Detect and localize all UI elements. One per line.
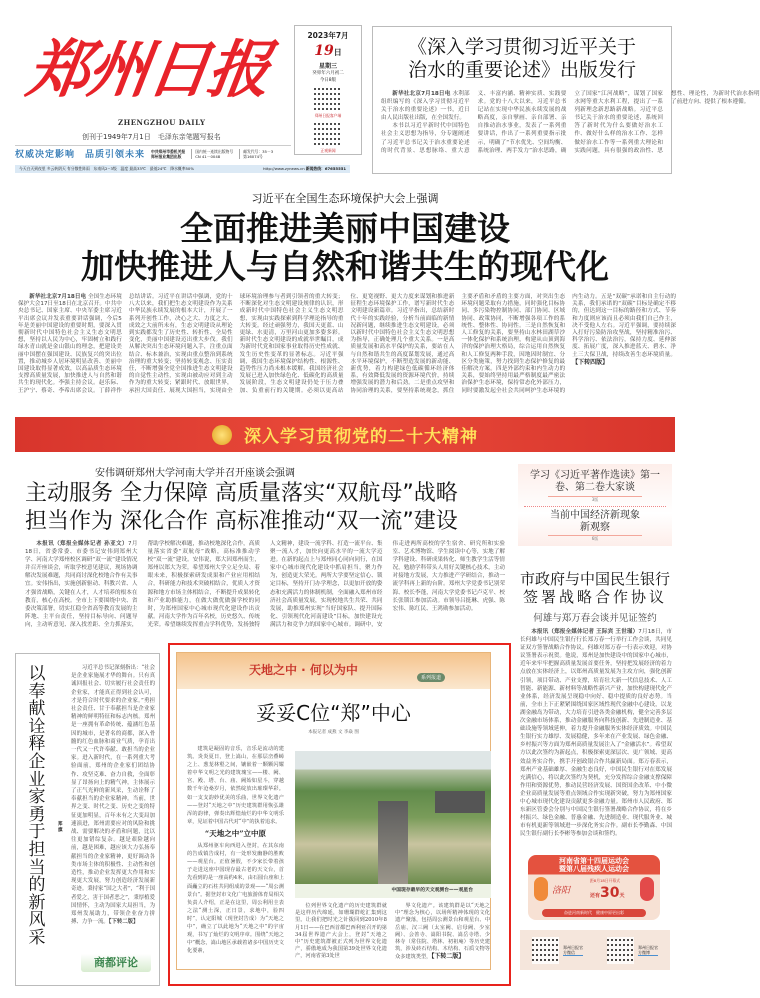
qr-code-zhengguan[interactable] [314, 120, 342, 148]
sponsor-1: 中共郑州市委机关报 [151, 148, 186, 154]
mascot-right-icon [640, 877, 654, 901]
qr-label-wechat: 郑州日报官方微信 [563, 944, 583, 955]
top-story-body [381, 90, 760, 156]
lead-continued[interactable]: 【下转四版】 [572, 358, 609, 366]
top-story-box [372, 26, 760, 174]
qr-code-wechat[interactable] [532, 937, 559, 964]
observatory-photo [295, 751, 491, 884]
page-count: 今日8版 [319, 78, 337, 83]
top-story-para: 水利部组织编写的《深入学习贯彻习近平关于治水的重要论述》一书，近日由人民出版社出版，在全国发行。 [381, 91, 470, 122]
observatory-tower [378, 801, 408, 884]
feature-byline: 本报记者 成燕 文 李焱 图 [308, 730, 359, 735]
postal-code: 邮发代号：35－3 [243, 148, 274, 154]
issn-label: 国内统一连续出版物号 [195, 148, 234, 154]
top-story-para: 本书以习近平新时代中国特色社会主义思想为指导，分专题阐述了习近平总书记关于治水重要论述的时代背景、思想脉络、重大意义、丰富内涵、精神实质、实践要求。党的十八大以来，习近平总书记站在实现中华民族永续发展的战略高度，亲自擘画、亲自部署、亲自推动治水事业，发表了一系列重要讲话，作出了一系列重要指示批示，明确了“节水优先、空间均衡、系统治理、两手发力”治水思路，确立了国家“江河战略”，谋划了国家水网等重大水利工程，提出了一系列新理念新思路新战略。习近平总书记关于治水的重要论述，系统回答了新时代为什么要做好治水工作、做好什么样的治水工作、怎样做好治水工作等一系列重大理论和实践问题，具有很强的政治性、思想性、理论性，为新时代治水指明了前进方向、提供了根本遵循。 [381, 91, 760, 154]
theme-banner-text: 深入学习贯彻党的二十大精神 [244, 427, 478, 447]
feature-inner [176, 652, 491, 970]
slogan: 权威决定影响 品质引领未来 [15, 150, 146, 160]
second-body [25, 540, 505, 634]
lunar-date: 癸卯年六月初二 [312, 71, 344, 76]
party-emblem-icon [212, 425, 232, 445]
countdown-unit: 天 [619, 893, 625, 899]
commentary-author: 郑旗 [58, 822, 63, 833]
promo-item-1-page: 3版 [548, 496, 642, 503]
feature-title[interactable]: 妥妥C位“郑”中心 [256, 701, 411, 725]
top-story-title-2[interactable]: 治水的重要论述》出版发行 [407, 59, 636, 81]
photo-caption: 中国现存最早的天文观测台——观星台 [295, 884, 491, 898]
feature-col1b-text: 从郑州驱车向西进入登封，在其东南的告成镇告成村，有一处形发幽静的胜败——观星台。正值暑假，不少家长带着孩子走进这座中国现存最古老的天文台，首先看到的是一座高约4米，由石圆台座和上面矗立的石柱共同组成的景观——“周公测景台”。据登封市文化广电旅游体育局相关负责人介绍，正是在这里，周公利用圭表之法“测土深，正日景，求地中，验四时”，认定阳城（现登封告成）为“天地之中”，确立了以此地为“天地之中”的宇宙观，书写了灿烂的文明序章。围绕“天地之中”概念，嵩山地区承载着诸多中国历史文化要素， [187, 843, 284, 955]
qr-label-zhengguan: 正观新闻 [320, 148, 336, 153]
qr-footer [520, 930, 670, 970]
feature-col3-text: 界文化遗产。该建筑群是以“天地之中”理念为核心，以场所精神体现的文化遗产聚落，包括周公测景台和观星台、中岳庙、汉三阙（太室阙、启母阙、少室阙）、会善寺、嵩阳书院、嵩岳寺塔、少林寺（常住院、塔林、初祖庵）等历史建筑，涉及砖石结构、木结构、石质文物等众多建筑类型， [395, 903, 490, 961]
date-year-month: 2023年7月 [307, 31, 349, 40]
lead-headline-2[interactable]: 加快推进人与自然和谐共生的现代化 [81, 247, 609, 286]
promo-box [518, 464, 672, 546]
bank-subtitle: 何雄与郑万春会谈并见证签约 [533, 613, 657, 624]
hotline: 新闻热线：67655551 [305, 166, 346, 171]
games-calligraphy: 洛阳 [552, 886, 571, 896]
games-title-1: 河南省第十四届运动会 [559, 857, 629, 865]
qr-label-app: 郑州日报客户端 [314, 113, 342, 118]
lead-dateline: 新华社北京7月18日电 [29, 294, 87, 300]
commentary-body [71, 664, 155, 936]
feature-frame [168, 643, 511, 986]
top-story-title-1[interactable]: 《深入学习贯彻习近平关于 [407, 36, 636, 58]
qr-code-app[interactable] [314, 85, 342, 113]
second-body-text: 7月18日，省委常委、市委书记安伟到郑州大学、河南大学郑州校区调研“双一流”建设情况并召开座谈会，听取学校意见建议，现场协调解决发展难题，共同商讨深化校地合作有关事宜。安伟指出，实施创新驱动、科教兴省、人才强省战略，关键在人才，人才培养的根本在教育，核心在高校。全市上下要围绕中央、省委决策部署，切实扛稳全省高等教育发展的主阵地、主平台责任，坚持目标导向、问题导向，主动听意见、深入找差距、全力抓落实，帮助学校解决难题，推动校地深化合作，高质量落实省委“双航母”战略，高标准推动学校“双一流”建设。安伟说，郑大因郑州而生，郑州以郑大为荣。希望郑州大学立足全局、着眼未来，积极探索研发成果和产业应用相结合，科研能力和技术突破相结合，优质人才资源和地方市场主体相结合，不断提升成果转化和产业助推能力，在做大做优做强学校的同时，为郑州国家中心城市现代化建设作出贡献。河南大学作为百年名校，历史悠久、传统光荣。希望继续发挥重点学科优势，发扬独特人文精神，建设一流学科、打造一流平台、集聚一流人才，加快向更高水平的一流大学迈进。在新的起点上与郑州同心同向同行，在国家中心城市现代化建设中抓肩担当，聚力作为，创造更大荣光。两所大学要坚定信心、锁定目标，坚持开门办学理念，以更加开放的姿态和充满活力的体制机制，全面融入郑州市经济社会高质量发展，实现校地共生共荣、共同发展，助推郑州实现“当好国家队、提升国际化、引领现代化河南建设”目标，加快建设充满活力和竞争力的国家中心城市。调研中，安伟走进两所高校的学生宿舍、研究所和实验室、艺术博物馆、学生阅读中心等，实地了解学科建设、科研成果转化、师生教学生活等情况，勉励学科带头人用好关键核心技术，主动对接地方发展，大力推进产学研结合，推动一流学科再上新的台阶。郑州大学党委书记别荣海、校长李蓬，河南大学党委书记卢克平、校长张锁江参加活动。市领导吕挺琳、虎强、陈宏伟、陈红民、王鸿勋参加活动。 [25, 541, 505, 628]
bank-title-1[interactable]: 市政府与中国民生银行 [519, 570, 670, 588]
photo-building [435, 791, 485, 813]
second-headline [25, 480, 458, 536]
feature-col1-text: 建筑是凝固的音乐，音乐是流动的建筑。炎炎夏日，登上嵩山，在那层峦叠嶂之上、葱茏林壑之间，镶嵌着一颗颗闪耀着中华文明之光的建筑瑰宝——楼、阙、宫、殿、塔、台、庙、阙始如星斗，穿越数千年沧桑岁月，依然绽放出璀璨华彩。如一支支韵妙优美的乐曲，世界文化遗产——登封“天地之中”历史建筑群用恢弘雄浑的韵律，弹奏出辉煌灿烂的中华文明乐章，见证着中国古代对“中”的执着追求。 [187, 746, 284, 825]
feature-col2-text: 位列世界文化遗产的历史建筑群就是这样历代绵延，如珊瑚群屹汇集到这里。让我们把时光之针拨回到2010年8月1日——在巴西首都巴西利亚召开的第34届世界遗产大会上，登封“天地之中”历史建筑群被正式列为世界文化遗产，骄傲地成为我国第39处世界文化遗产，河南省第3处世 [295, 903, 387, 960]
qr-code-weibo[interactable] [607, 937, 634, 964]
theme-banner [15, 417, 675, 452]
feature-col-2 [295, 903, 387, 969]
second-headline-1[interactable]: 主动服务 全力保障 高质量落实“双航母”战略 [25, 481, 458, 506]
newspaper-logo: 郑州日报 [22, 33, 274, 106]
cn-number: CN 41－0048 [195, 153, 221, 159]
lead-kicker: 习近平在全国生态环境保护大会上强调 [251, 192, 439, 205]
date-day: 19 [314, 43, 334, 59]
commentary-column-logo: 商都评论 [81, 946, 151, 972]
qr-label-weibo: 郑州日报官方微博 [638, 944, 658, 955]
english-name: ZHENGZHOU DAILY [118, 118, 206, 127]
series-title: 天地之中 · 何以为中 [249, 663, 358, 677]
countdown-days: 30 [600, 885, 620, 901]
commentary-body-text: 习近平总书记深刻指出：“社会是企业家施展才华的舞台。只有真诚回报社会、切实履行社会责任的企业家，才能真正得到社会认可，才是符合时代要求的企业家。”勇担社会责任、甘于奉献担当是企业家精神的鲜明特征和标志内核。郑州是一座拥有革命传统、蕴涵红色基因的城市，是著名的商都，深入骨髓的红色血脉和商业气质，孕育出一代又一代许奉献、敢担当的企业家。进入新时代，在一系列重大考验面前，郑州的企业家们团结协作、攻坚克难、奋力自救，全面彰显了昂扬向上的精气神，主体展示了正气光鲜的新风采，生动诠释了奉献担当的企业家精神。当前，世界之变、时代之变、历史之变的特征更加明显，百年未有之大变局加速演进，郑州需要应对的风险和挑战、需要解决的矛盾和问题，比以往更加错综复杂。越是艰险越向前，越是困难，越应该大力弘扬奉献担当的企业家精神，更好调动各类市场主体的积极性、主动性和创造性，推动企业发挥更大作用和实现更大发展，努力创造经济发展新奇迹。秉持家“国之大者”，“利于国者爱之，害于国者恶之”，秉厚植爱国情怀，主动为国家大局担当，为郑州发展助力，带领企业奋力拼搏、力争一流。 [71, 665, 155, 926]
games-title-2: 暨第八届残疾人运动会 [559, 865, 629, 873]
date-day-suffix: 日 [333, 48, 342, 57]
feature-col-1 [187, 745, 284, 959]
bank-title-2[interactable]: 签署战略合作协议 [522, 588, 667, 606]
founding-note: 创刊于1949年7月1日 毛泽东亲笔题写报名 [82, 133, 221, 141]
games-open-note: 距8月18日开幕式 [590, 878, 621, 883]
weekday: 星期三 [318, 63, 337, 70]
bank-dateline: 本报讯（郑报全媒体记者 王际宾 王世瑾） [531, 629, 639, 635]
weather-forecast: 今天白天到夜里 多云转阴天 有分散性阵雨 东南风2~3级 温度 最高33℃ 最低24℃ 降水概率50% [19, 166, 194, 171]
feature-col-3 [395, 903, 490, 969]
mascot-left-icon [534, 877, 548, 901]
second-headline-2[interactable]: 担当作为 深化合作 高标准推动“双一流”建设 [25, 509, 458, 534]
promo-item-1-title[interactable]: 学习《习近平著作选读》第一卷、第二卷大家谈 [530, 470, 660, 493]
issue-number: 第16074号 [243, 153, 263, 159]
series-badge: 系列报道 [417, 673, 445, 682]
commentary-box [15, 653, 160, 986]
commentary-title[interactable]: 以奉献诠释企业家勇于担当的新风采 [28, 664, 46, 948]
weather-bar [15, 165, 350, 173]
date-box [294, 25, 362, 155]
promo-item-2-page: 6版 [548, 535, 642, 542]
slogan-row [15, 145, 291, 161]
lead-body-text: 全国生态环境保护大会17日至18日在北京召开。中共中央总书记、国家主席、中央军委主席习近平出席会议并发表重要讲话强调，今后5年是美丽中国建设的重要时期，要深入贯彻新时代中国特色社会主义生态文明思想，坚持以人民为中心，牢固树立和践行绿水青山就是金山银山的理念，把建设美丽中国摆在强国建设、民族复兴的突出位置，推动城乡人居环境明显改善、美丽中国建设取得显著成效，以高品质生态环境支撑高质量发展，加快推进人与自然和谐共生的现代化。李强主持会议。赵乐际、王沪宁、蔡奇、李希出席会议。丁薛祥作总结讲话。习近平在讲话中强调，党的十八大以来，我们把生态文明建设作为关系中华民族永续发展的根本大计，开展了一系列开创性工作，决心之大、力度之大、成效之大前所未有，生态文明建设从理论到实践都发生了历史性、转折性、全局性变化，美丽中国建设迈出重大步伐。我们从解决突出生态环境问题入手，注重点面结合、标本兼治，实现由重点整治到系统治理的重大转变；坚持转变观念、压实责任，不断增强全党全国推进生态文明建设的自觉性主动性，实现由被动应对到主动作为的重大转变；紧跟时代、放眼世界，承担大国责任、展现大国担当，实现由全球环境治理参与者到引领者的重大转变；不断深化对生态文明建设规律的认识，形成新时代中国特色社会主义生态文明思想，实现由实践探索到科学理论指导的重大转变。经过顽强努力，我国天更蓝、山更绿、水更清，万里河山更加多姿多彩。新时代生态文明建设的成就举世瞩目，成为新时代党和国家事业取得历史性成就、发生历史性变革的显著标志。习近平强调，我国生态环境保护结构性、根源性、趋势性压力尚未根本缓解。我国经济社会发展已进入加快绿色化、低碳化的高质量发展阶段，生态文明建设仍处于压力叠加、负重前行的关键期。必须以更高站位、更宽视野、更大力度来谋划和推进新征程生态环境保护工作，谱写新时代生态文明建设新篇章。习近平指出，总结新时代十年的实践经验，分析当前面临的新情况新问题，继续推进生态文明建设，必须以新时代中国特色社会主义生态文明思想为指导，正确处理几个重大关系。一是高质量发展和高水平保护的关系，要站在人与自然和谐共生的高度谋划发展，通过高水平环境保护，不断塑造发展的新动能、新优势，着力构建绿色低碳循环经济体系，有效降低发展的资源环境代价，持续增强发展的潜力和后劲。二是重点攻坚和协同治理的关系，要坚持系统观念，抓住主要矛盾和矛盾的主要方面，对突出生态环境问题采取有力措施，同时强化目标协同、多污染物控制协同、部门协同、区域协同、政策协同，不断增强各项工作的系统性、整体性、协同性。三是自然恢复和人工修复的关系，要坚持山水林田湖草沙一体化保护和系统治理，构建从山顶到海洋的保护治理大格局，综合运用自然恢复和人工修复两种手段，因地因时制宜、分区分类施策，努力找到生态保护修复的最佳解决方案。四是外部约束和内生动力的关系，要始终坚持用最严格制度最严密法治保护生态环境，保持常态化外部压力，同时要激发起全社会共同呵护生态环境的内生动力。五是“双碳”承诺和自主行动的关系，我们承诺的“双碳”目标是确定不移的，但达到这一目标的路径和方式、节奏和力度则应该而且必须由我们自己作主，决不受他人左右。习近平强调，要持续深入打好污染防治攻坚战，坚持精准治污、科学治污、依法治污，保持力度、延伸深度、拓展广度，深入推进蓝天、碧水、净土三大保卫战，持续改善生态环境质量。 [18, 294, 676, 394]
top-story-dateline: 新华社北京7月18日电 [392, 91, 451, 97]
second-dateline: 本报讯（郑报全媒体记者 孙亚文） [36, 541, 128, 547]
countdown-label: 还有 [590, 893, 601, 899]
lead-body [18, 294, 676, 414]
lead-headline-1[interactable]: 全面推进美丽中国建设 [180, 209, 510, 248]
games-ad[interactable] [528, 855, 660, 920]
second-kicker: 安伟调研郑州大学河南大学并召开座谈会强调 [95, 468, 295, 479]
series-header [177, 653, 490, 689]
website-link[interactable]: http://www.zynews.cn [263, 166, 305, 171]
bank-story-header [518, 570, 672, 624]
bank-body-text: 7月18日，市长何雄与中国民生银行行长郑万春一行举行工作会谈，共同见证双方签署战略合作协议。何雄对郑万春一行表示欢迎，对协议签署表示祝贺。他说，郑州是加快建设中的国家中心城市，近年来牢牢把握高质量发展首要任务，坚持把发展经济的着力点放在实体经济上，以郑州高质量发展为主攻方向，强化创新引领，项目带动、产业支撑，培育壮大新一代信息技术、人工智能、新能源、新材料等战略性新兴产业，加快构建现代化产业体系，经济发展呈现稳中向好、稳中提质的良好态势。当前，全市上下正紧紧围绕国家区域性现代金融中心建设，以龙湖金融岛为带动，大力培育引进各类金融机构，健全完善多层次金融市场体系，推动金融服务向科技创新、先进制造业、基础设施等领域延伸，着力提升金融服务实体经济质效。中国民生银行实力雄厚、发展稳健，多年来在产业发展、绿色金融、乡村振兴等方面为郑州高质量发展注入了“金融活水”。希望双方以此次签约为新起点，积极探索更深层次、更广领域、更高效益务实合作，携手开创政银合作共赢新局面。郑万春表示，郑州产业基础雄厚、金融生态良好，中国民生银行对在郑发展充满信心，将以此次签约为契机，充分发挥综合金融支撑保障作用和资源优势，推动民营经济发展、国资国企改革、中小微企业高质量发展等重点领域合作实现新突破，努力为郑州国家中心城市现代化建设贡献更多金融力量。郑州市人民政府、郑东新区管委会分别与中国民生银行签署战略合作协议，将在乡村振兴、绿色金融、普惠金融、先进制造业、现代服务业、城市有机更新等领域进一步深化务实合作。副市长李勤森、中国民生银行副行长李彬等参加会谈和签约。 [520, 629, 672, 838]
feature-continued[interactable]: 【下转二版】 [431, 953, 465, 961]
games-slogan: 奋进河南新时代 健康中原更出彩 [542, 909, 646, 917]
bank-body [520, 628, 672, 850]
promo-item-2-title[interactable]: 当前中国经济新现象新观察 [550, 510, 640, 533]
feature-subhead: “天地之中”立中原 [204, 828, 267, 838]
commentary-continued[interactable]: 【下转二版】 [108, 919, 139, 926]
sponsor-2: 郑州报业集团出版 [151, 153, 182, 159]
